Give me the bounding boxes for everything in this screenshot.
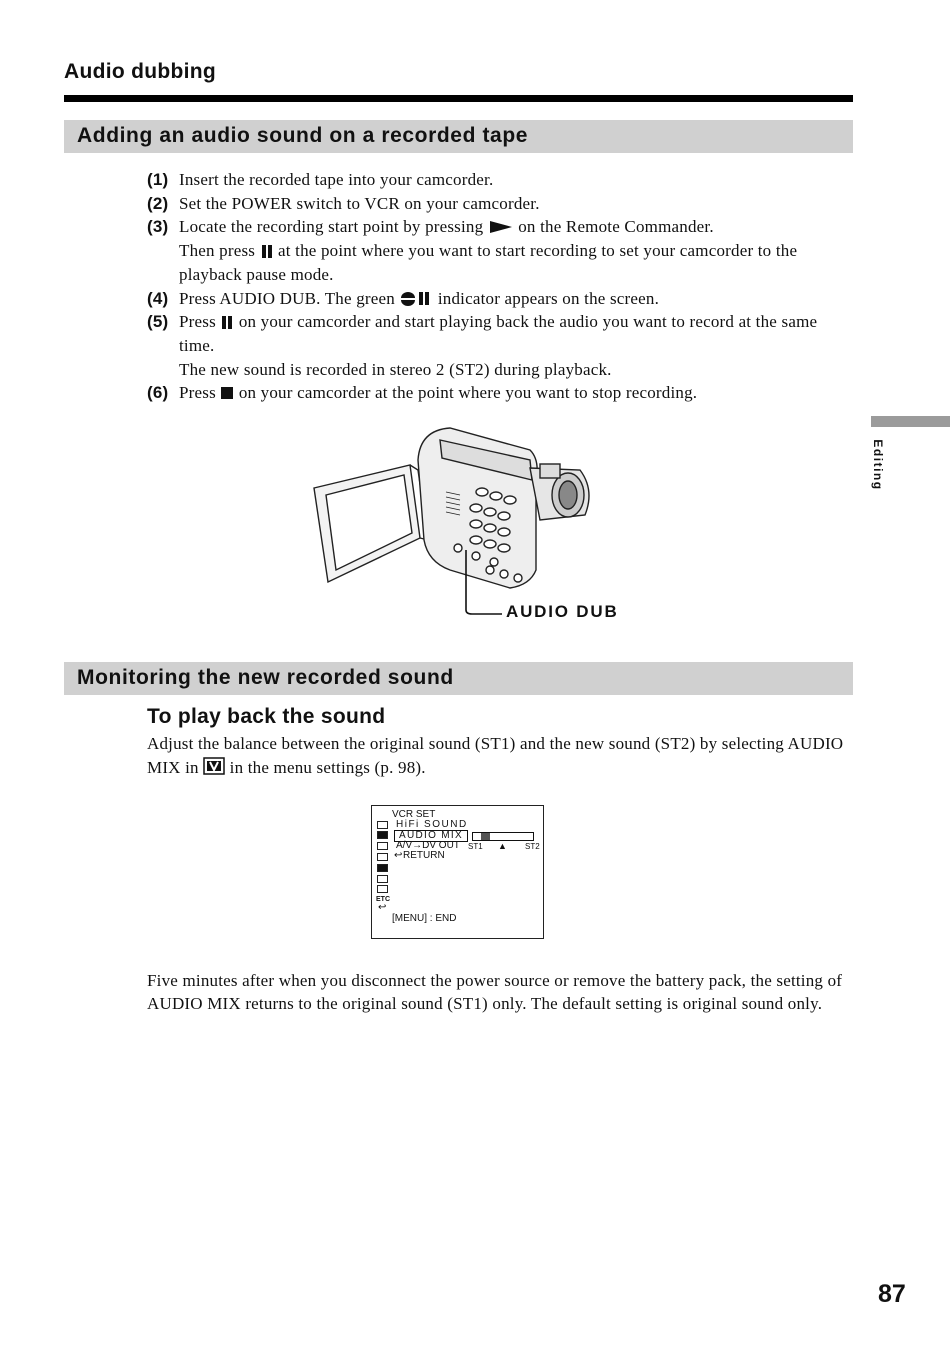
paragraph-text: Adjust the balance between the original sound (ST1) and the new sound (ST2) by selecting AUDIO MIX in xyxy=(147,734,844,777)
menu-item-audio-mix: AUDIO MIX xyxy=(394,830,468,842)
slider-marker-icon: ▲ xyxy=(498,841,507,851)
side-tab-bar xyxy=(871,416,950,427)
step-1 xyxy=(147,168,847,192)
menu-title: VCR SET xyxy=(392,809,436,820)
step-text-part: on your camcorder and start playing back the audio you want to record at the same time. xyxy=(179,312,818,355)
setup-menu-icon xyxy=(377,875,388,883)
camcorder-illustration xyxy=(300,420,610,620)
step-text: Set the POWER switch to VCR on your camcorder. xyxy=(179,193,540,213)
return-icon: ↩ xyxy=(378,902,387,913)
step-4 xyxy=(147,287,847,311)
return-icon: ↩ xyxy=(394,850,403,861)
paragraph-balance xyxy=(147,732,847,780)
step-text-part: Locate the recording start point by pressing xyxy=(179,217,484,237)
step-number: (2) xyxy=(147,193,169,213)
band-heading: Monitoring the new recorded sound xyxy=(77,666,454,689)
step-text-part: The new sound is recorded in stereo 2 (ST2) during playback. xyxy=(179,359,612,379)
audio-dub-callout: AUDIO DUB xyxy=(506,602,619,621)
pause-icon xyxy=(220,315,234,329)
title-rule xyxy=(64,95,853,102)
audio-dub-indicator-icon xyxy=(399,291,433,306)
step-text-part: Press AUDIO DUB. The green xyxy=(179,288,395,308)
menu-item-return: RETURN xyxy=(403,850,445,861)
band-heading: Adding an audio sound on a recorded tape xyxy=(77,124,529,147)
step-2 xyxy=(147,192,847,216)
lcd-set-menu-icon xyxy=(377,842,388,850)
step-text-part: on your camcorder at the point where you want to stop recording. xyxy=(238,383,698,403)
play-icon xyxy=(488,220,514,234)
slider-label-st2: ST2 xyxy=(525,842,540,851)
paragraph-default-setting: Five minutes after when you disconnect the power source or remove the battery pack, the setting of AUDIO MIX returns to the original sound (ST1) only. The default setting is original sound only. xyxy=(147,971,843,1013)
step-text-part: at the point where you want to start recording to set your camcorder to the playback pause mode. xyxy=(179,241,798,284)
paragraph-text: in the menu settings (p. 98). xyxy=(229,758,426,777)
menu-footer: [MENU] : END xyxy=(392,913,457,924)
step-text xyxy=(179,215,847,286)
step-text xyxy=(179,381,847,405)
step-number: (6) xyxy=(147,383,169,403)
step-number: (4) xyxy=(147,288,169,308)
step-5 xyxy=(147,310,847,381)
vcr-set-menu-icon xyxy=(377,831,388,839)
menu-item-hifi-sound: HiFi SOUND xyxy=(396,819,468,830)
step-text-part: on the Remote Commander. xyxy=(518,217,714,237)
menu-item-av-dv-out: A/V→DV OUT xyxy=(396,840,460,851)
etc-menu-icon: ETC xyxy=(376,896,390,903)
step-list xyxy=(147,168,847,405)
memory-set-menu-icon xyxy=(377,853,388,861)
pause-icon xyxy=(260,244,274,258)
step-text-part: indicator appears on the screen. xyxy=(437,288,660,308)
audio-mix-slider-fill xyxy=(481,833,490,840)
page-number: 87 xyxy=(878,1280,906,1308)
step-3 xyxy=(147,215,847,286)
section-band-adding xyxy=(64,120,853,153)
step-text-part: Then press xyxy=(179,241,256,261)
menu-screen xyxy=(371,805,544,939)
step-text-part: Press xyxy=(179,383,216,403)
slider-label-st1: ST1 xyxy=(468,842,483,851)
step-number: (5) xyxy=(147,312,169,332)
step-number: (3) xyxy=(147,217,169,237)
camera-set-menu-icon xyxy=(377,821,388,829)
step-6 xyxy=(147,381,847,405)
step-text xyxy=(179,287,847,311)
audio-mix-slider xyxy=(472,832,534,841)
section-title: Audio dubbing xyxy=(64,60,217,83)
section-band-monitoring xyxy=(64,662,853,695)
stop-icon xyxy=(220,386,234,400)
step-number: (1) xyxy=(147,170,169,189)
sub-heading: To play back the sound xyxy=(147,705,386,728)
vcr-set-menu-icon xyxy=(203,757,225,775)
step-text xyxy=(179,310,847,381)
side-tab-label: Editing xyxy=(871,439,885,491)
tools-menu-icon xyxy=(377,885,388,893)
step-text-part: Press xyxy=(179,312,216,332)
tape-set-menu-icon xyxy=(377,864,388,872)
step-text: Insert the recorded tape into your camcorder. xyxy=(179,170,494,189)
